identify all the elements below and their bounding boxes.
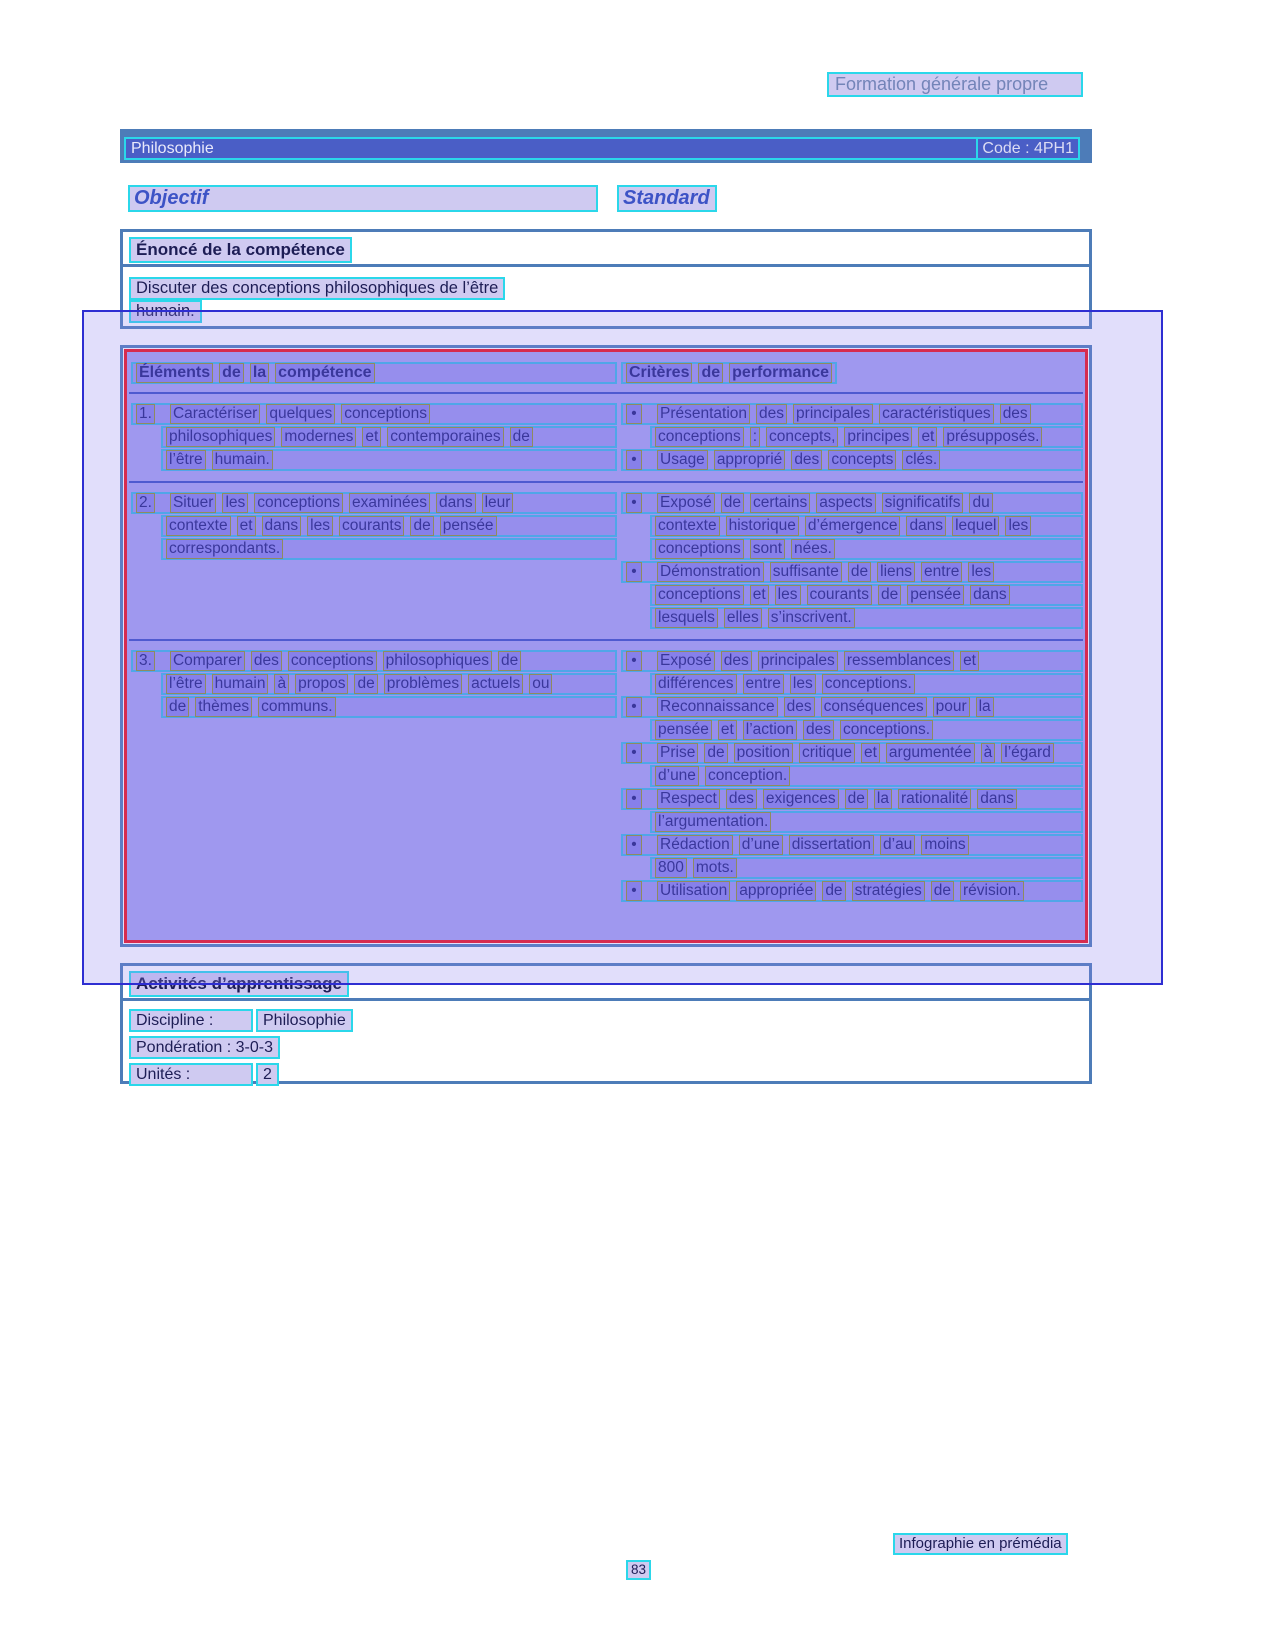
ocr-word: argumentée: [886, 743, 975, 763]
ocr-line: [131, 362, 617, 384]
ocr-word: certains: [750, 493, 810, 513]
ocr-word: de: [498, 651, 521, 671]
ocr-word: des: [251, 651, 282, 671]
ocr-word: pour: [933, 697, 970, 717]
ocr-word: et: [861, 743, 880, 763]
ocr-word: conceptions: [341, 404, 430, 424]
ocr-word: des: [756, 404, 787, 424]
ocr-word: principales: [793, 404, 873, 424]
element-cell: [129, 403, 617, 471]
ocr-word: philosophiques: [383, 651, 492, 671]
bullet-marker: •: [626, 743, 642, 763]
ocr-word: contexte: [166, 516, 231, 536]
ocr-line: [161, 673, 617, 695]
ocr-line: [621, 788, 1083, 810]
ocr-word: de: [848, 562, 871, 582]
ocr-line: [650, 811, 1083, 833]
criteria-header-cell: [617, 362, 1083, 384]
ocr-word: dans: [977, 789, 1017, 809]
ocr-word: à: [981, 743, 996, 763]
ocr-word: et: [362, 427, 381, 447]
ocr-word: lesquels: [655, 608, 718, 628]
ocr-word: conception.: [705, 766, 790, 786]
ocr-word: de: [354, 674, 377, 694]
ocr-word: de: [510, 427, 533, 447]
ocr-word: de: [721, 493, 744, 513]
element-cell: [129, 650, 617, 902]
ocr-line: [650, 607, 1083, 629]
ocr-line: [621, 492, 1083, 514]
ocr-word: :: [750, 427, 760, 447]
ocr-word: courants: [339, 516, 404, 536]
competency-table: [120, 345, 1092, 947]
ocr-word: dans: [436, 493, 476, 513]
ocr-word: performance: [729, 363, 832, 383]
ocr-word: du: [969, 493, 992, 513]
ocr-line: [131, 650, 617, 672]
ocr-word: thèmes: [195, 697, 252, 717]
objectif-heading: Objectif: [128, 185, 598, 212]
ocr-word: Présentation: [657, 404, 750, 424]
ocr-word: Démonstration: [657, 562, 764, 582]
ocr-word: et: [237, 516, 256, 536]
ocr-word: problèmes: [384, 674, 462, 694]
ocr-word: Comparer: [170, 651, 245, 671]
ocr-word: lequel: [952, 516, 999, 536]
ocr-word: de: [698, 363, 723, 383]
ocr-word: la: [874, 789, 892, 809]
ocr-word: conceptions: [288, 651, 377, 671]
competency-statement-body: [123, 267, 1089, 323]
ocr-word: contemporaines: [387, 427, 503, 447]
statement-line: Discuter des conceptions philosophiques de l’être: [129, 277, 505, 300]
item-number: 3.: [136, 651, 155, 671]
learning-activities-title: Activités d’apprentissage: [129, 971, 349, 997]
ocr-word: elles: [724, 608, 762, 628]
ocr-word: principales: [758, 651, 838, 671]
ocr-word: d’émergence: [805, 516, 901, 536]
ocr-word: principes: [844, 427, 912, 447]
ocr-line: [621, 650, 1083, 672]
course-title: Philosophie: [131, 139, 214, 157]
ocr-word: dans: [970, 585, 1010, 605]
ocr-word: sont: [750, 539, 785, 559]
ocr-word: historique: [726, 516, 799, 536]
activity-field-row: [129, 1063, 1089, 1090]
ocr-word: actuels: [468, 674, 523, 694]
ocr-word: Rédaction: [657, 835, 733, 855]
footer-program-label: Infographie en prémédia: [893, 1533, 1068, 1555]
ocr-line: [621, 362, 837, 384]
ocr-word: des: [721, 651, 752, 671]
ocr-word: Critères: [626, 363, 692, 383]
ocr-word: les: [790, 674, 816, 694]
activity-field-row: [129, 1009, 1089, 1036]
bullet-marker: •: [626, 404, 642, 424]
ocr-word: contexte: [655, 516, 720, 536]
competency-statement-header: [123, 232, 1089, 267]
ocr-word: de: [845, 789, 868, 809]
ocr-word: des: [791, 450, 822, 470]
statement-line: humain.: [129, 300, 202, 323]
ocr-word: Exposé: [657, 651, 715, 671]
ocr-word: Utilisation: [657, 881, 730, 901]
ocr-line: [621, 403, 1083, 425]
ocr-word: les: [775, 585, 801, 605]
ocr-word: l’être: [166, 450, 206, 470]
ocr-line: [650, 515, 1083, 537]
ocr-word: modernes: [281, 427, 356, 447]
ocr-word: de: [931, 881, 954, 901]
item-number: 1.: [136, 404, 155, 424]
activity-field-row: [129, 1036, 1089, 1063]
ocr-word: Reconnaissance: [657, 697, 778, 717]
ocr-word: de: [704, 743, 727, 763]
ocr-word: entre: [743, 674, 784, 694]
elements-header-cell: [129, 362, 617, 384]
activity-field-label: Discipline :: [129, 1009, 253, 1032]
ocr-word: de: [822, 881, 845, 901]
ocr-word: quelques: [266, 404, 335, 424]
ocr-word: entre: [921, 562, 962, 582]
bullet-marker: •: [626, 493, 642, 513]
ocr-word: dissertation: [789, 835, 874, 855]
ocr-word: examinées: [349, 493, 430, 513]
ocr-word: communs.: [258, 697, 336, 717]
ocr-word: dans: [262, 516, 302, 536]
ocr-word: d’au: [880, 835, 915, 855]
ocr-line: [621, 696, 1083, 718]
activity-field-label: Unités :: [129, 1063, 253, 1086]
ocr-word: significatifs: [882, 493, 964, 513]
ocr-word: s’inscrivent.: [768, 608, 855, 628]
ocr-word: de: [878, 585, 901, 605]
ocr-word: concepts,: [766, 427, 838, 447]
element-cell: [129, 492, 617, 629]
ocr-word: de: [219, 363, 244, 383]
ocr-line: [131, 403, 617, 425]
competency-statement-title: Énoncé de la compétence: [129, 237, 352, 263]
ocr-word: la: [250, 363, 269, 383]
ocr-line: [650, 584, 1083, 606]
ocr-word: Prise: [657, 743, 698, 763]
ocr-word: conceptions: [655, 539, 744, 559]
standard-heading: Standard: [617, 185, 717, 212]
ocr-word: des: [1000, 404, 1031, 424]
bullet-marker: •: [626, 881, 642, 901]
course-header-line-box: [124, 137, 1080, 160]
table-row: [129, 394, 1083, 481]
ocr-word: des: [784, 697, 815, 717]
ocr-line: [161, 696, 617, 718]
ocr-word: rationalité: [898, 789, 971, 809]
ocr-word: moins: [921, 835, 968, 855]
ocr-word: philosophiques: [166, 427, 275, 447]
ocr-line: [621, 880, 1083, 902]
ocr-word: compétence: [275, 363, 374, 383]
ocr-line: [650, 426, 1083, 448]
ocr-line: [650, 719, 1083, 741]
ocr-word: conceptions: [254, 493, 343, 513]
ocr-line: [161, 449, 617, 471]
ocr-word: clés.: [902, 450, 940, 470]
ocr-word: Exposé: [657, 493, 715, 513]
learning-activities-body: [123, 1001, 1089, 1090]
bullet-marker: •: [626, 835, 642, 855]
ocr-word: stratégies: [852, 881, 925, 901]
table-header-row: [129, 352, 1083, 394]
table-row: [129, 481, 1083, 639]
ocr-line: [161, 426, 617, 448]
ocr-word: les: [222, 493, 248, 513]
ocr-word: critique: [799, 743, 855, 763]
ocr-word: l’égard: [1001, 743, 1054, 763]
ocr-word: présupposés.: [943, 427, 1042, 447]
activity-field-value: Philosophie: [256, 1009, 353, 1032]
ocr-word: et: [718, 720, 737, 740]
ocr-word: Caractériser: [170, 404, 260, 424]
ocr-word: Situer: [170, 493, 217, 513]
criteria-cell: [617, 492, 1083, 629]
ocr-word: des: [803, 720, 834, 740]
ocr-word: exigences: [763, 789, 839, 809]
bullet-marker: •: [626, 651, 642, 671]
competency-table-annotation-box: [124, 349, 1088, 943]
ocr-word: caractéristiques: [879, 404, 994, 424]
ocr-word: ressemblances: [844, 651, 954, 671]
ocr-word: d’une: [655, 766, 699, 786]
ocr-word: de: [410, 516, 433, 536]
bullet-marker: •: [626, 562, 642, 582]
learning-activities-header: [123, 966, 1089, 1001]
course-header-bar: [120, 129, 1092, 163]
ocr-word: pensée: [655, 720, 712, 740]
competency-statement-box: [120, 229, 1092, 329]
ocr-word: humain: [212, 674, 269, 694]
ocr-line: [621, 742, 1083, 764]
ocr-word: ou: [529, 674, 552, 694]
learning-activities-box: [120, 963, 1092, 1084]
ocr-word: d’une: [739, 835, 783, 855]
course-code: Code : 4PH1: [976, 137, 1080, 160]
ocr-word: les: [1005, 516, 1031, 536]
ocr-line: [621, 834, 1083, 856]
item-number: 2.: [136, 493, 155, 513]
ocr-word: conséquences: [821, 697, 927, 717]
ocr-word: correspondants.: [166, 539, 283, 559]
table-row: [129, 639, 1083, 912]
page-number: 83: [626, 1560, 651, 1580]
criteria-cell: [617, 650, 1083, 902]
ocr-word: propos: [295, 674, 348, 694]
activity-field-label: Pondération : 3-0-3: [129, 1036, 280, 1059]
ocr-word: à: [274, 674, 289, 694]
ocr-word: position: [734, 743, 793, 763]
ocr-word: Respect: [657, 789, 720, 809]
ocr-line: [650, 765, 1083, 787]
ocr-word: liens: [877, 562, 915, 582]
ocr-word: suffisante: [770, 562, 842, 582]
ocr-word: pensée: [907, 585, 964, 605]
ocr-line: [621, 561, 1083, 583]
ocr-word: différences: [655, 674, 737, 694]
ocr-word: les: [968, 562, 994, 582]
ocr-line: [650, 857, 1083, 879]
ocr-word: conceptions.: [822, 674, 915, 694]
ocr-word: les: [307, 516, 333, 536]
ocr-word: nées.: [791, 539, 835, 559]
ocr-word: conceptions: [655, 427, 744, 447]
ocr-word: leur: [482, 493, 514, 513]
ocr-word: et: [918, 427, 937, 447]
ocr-word: dans: [906, 516, 946, 536]
ocr-line: [621, 449, 1083, 471]
bullet-marker: •: [626, 697, 642, 717]
bullet-marker: •: [626, 789, 642, 809]
ocr-word: appropriée: [736, 881, 816, 901]
ocr-line: [650, 673, 1083, 695]
ocr-word: 800: [655, 858, 687, 878]
ocr-word: mots.: [693, 858, 737, 878]
ocr-word: l’action: [743, 720, 797, 740]
ocr-word: et: [960, 651, 979, 671]
ocr-line: [650, 538, 1083, 560]
ocr-word: approprié: [714, 450, 786, 470]
ocr-word: humain.: [212, 450, 273, 470]
ocr-word: conceptions: [655, 585, 744, 605]
ocr-line: [161, 538, 617, 560]
program-label: Formation générale propre: [827, 72, 1083, 97]
ocr-word: révision.: [960, 881, 1024, 901]
ocr-line: [161, 515, 617, 537]
ocr-word: concepts: [828, 450, 896, 470]
ocr-word: Usage: [657, 450, 708, 470]
ocr-word: Éléments: [136, 363, 213, 383]
ocr-word: aspects: [816, 493, 875, 513]
ocr-word: et: [750, 585, 769, 605]
ocr-word: de: [166, 697, 189, 717]
ocr-word: des: [726, 789, 757, 809]
bullet-marker: •: [626, 450, 642, 470]
ocr-word: pensée: [440, 516, 497, 536]
ocr-word: conceptions.: [840, 720, 933, 740]
activity-field-value: 2: [256, 1063, 279, 1086]
criteria-cell: [617, 403, 1083, 471]
ocr-word: courants: [807, 585, 872, 605]
ocr-word: l’argumentation.: [655, 812, 771, 832]
ocr-word: la: [976, 697, 994, 717]
ocr-line: [131, 492, 617, 514]
ocr-word: l’être: [166, 674, 206, 694]
